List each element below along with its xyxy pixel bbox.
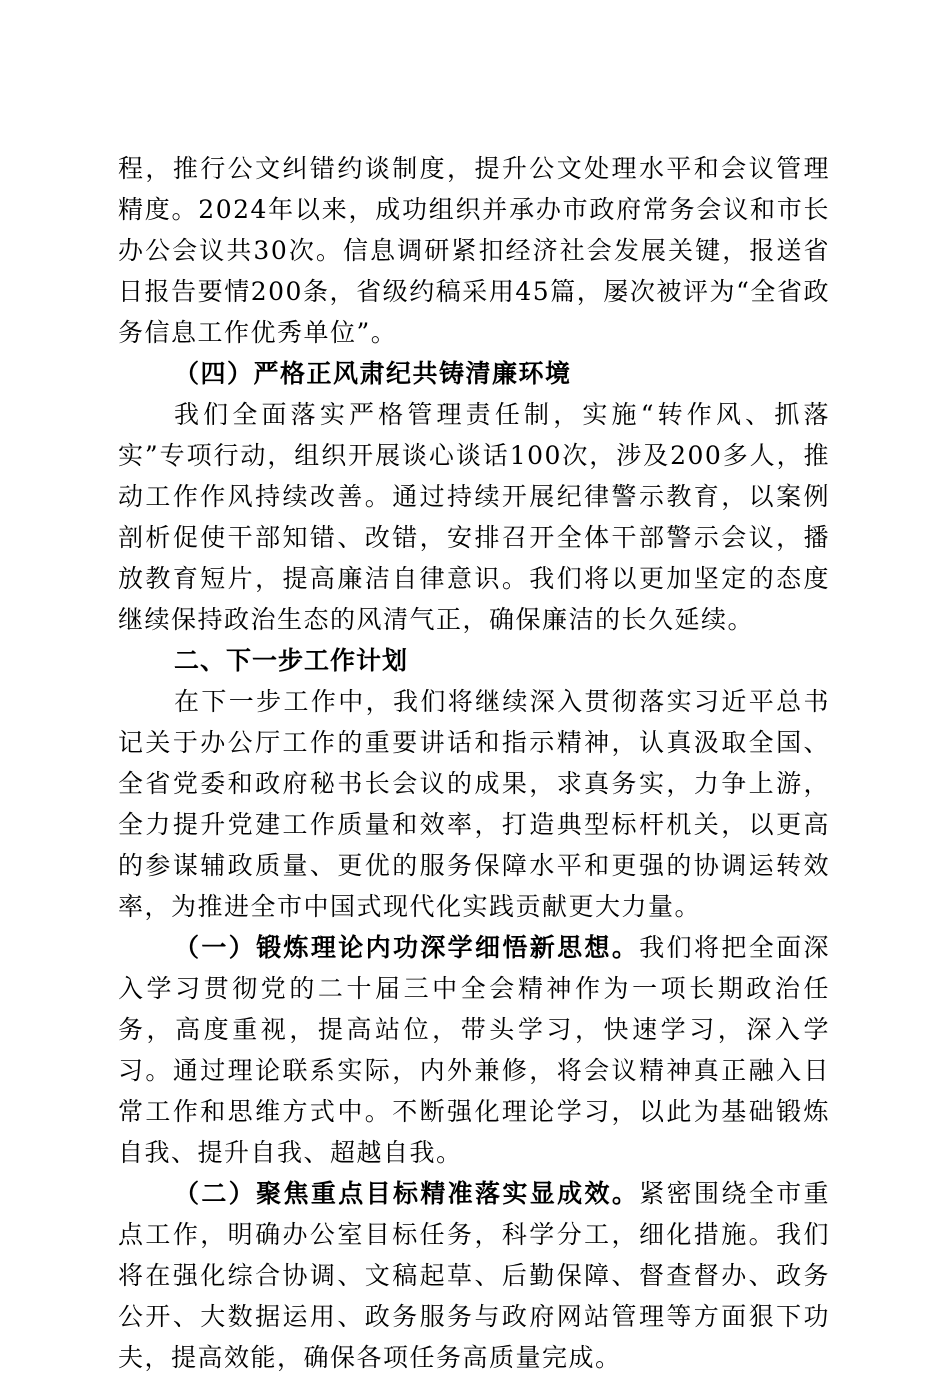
item-two-body: 紧密围绕全市重点工作，明确办公室目标任务，科学分工，细化措施。我们将在强化综合协调、文稿起草、后勤保障、督查督办、政务公开、大数据运用、政务服务与政府网站管理等方面狠下功夫，提高效能，确保各项任务高质量完成。 xyxy=(118,1179,830,1372)
subheading-four: （四）严格正风肃纪共铸清廉环境 xyxy=(174,359,572,388)
item-one-lead: （一）锻炼理论内功深学细悟新思想。 xyxy=(174,933,640,962)
item-one-body: 我们将把全面深入学习贯彻党的二十届三中全会精神作为一项长期政治任务，高度重视，提高站位，带头学习，快速学习，深入学习。通过理论联系实际，内外兼修，将会议精神真正融入日常工作和思维方式中。不断强化理论学习，以此为基础锻炼自我、提升自我、超越自我。 xyxy=(118,933,830,1167)
paragraph-item-one xyxy=(118,927,830,1173)
paragraph-next-plan-intro: 在下一步工作中，我们将继续深入贯彻落实习近平总书记关于办公厅工作的重要讲话和指示精神，认真汲取全国、全省党委和政府秘书长会议的成果，求真务实，力争上游，全力提升党建工作质量和效率，打造典型标杆机关，以更高的参谋辅政质量、更优的服务保障水平和更强的协调运转效率，为推进全市中国式现代化实践贡献更大力量。 xyxy=(118,687,830,921)
section-heading-next-plan: 二、下一步工作计划 xyxy=(174,646,409,675)
item-two-lead: （二）聚焦重点目标精准落实显成效。 xyxy=(174,1179,640,1208)
document-body xyxy=(118,148,830,1378)
paragraph-item-two xyxy=(118,1173,830,1378)
paragraph-continuation: 程，推行公文纠错约谈制度，提升公文处理水平和会议管理精度。2024年以来，成功组织并承办市政府常务会议和市长办公会议共30次。信息调研紧扣经济社会发展关键，报送省日报告要情200条，省级约稿采用45篇，屡次被评为“全省政务信息工作优秀单位”。 xyxy=(118,154,830,347)
paragraph-discipline: 我们全面落实严格管理责任制，实施“转作风、抓落实”专项行动，组织开展谈心谈话100次，涉及200多人，推动工作作风持续改善。通过持续开展纪律警示教育，以案例剖析促使干部知错、改错，安排召开全体干部警示会议，播放教育短片，提高廉洁自律意识。我们将以更加坚定的态度继续保持政治生态的风清气正，确保廉洁的长久延续。 xyxy=(118,400,830,634)
